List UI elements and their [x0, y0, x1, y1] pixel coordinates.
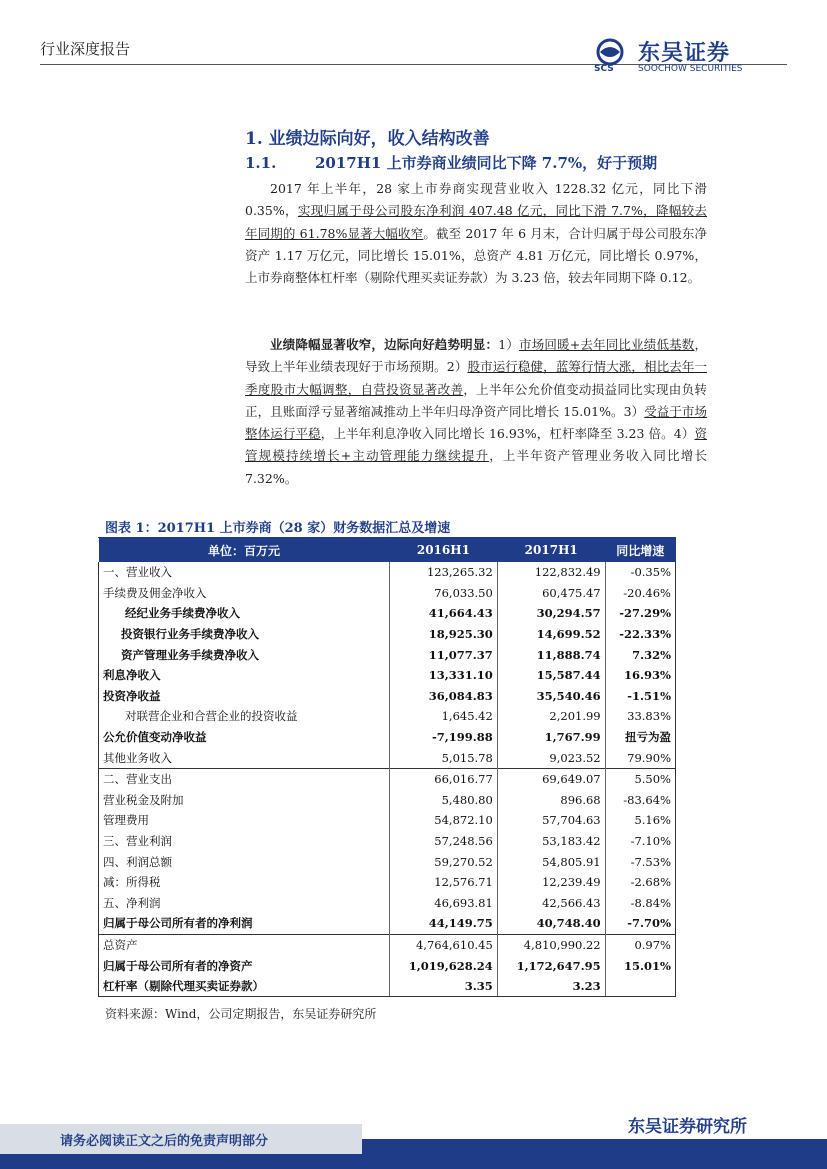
brand-name-en: SOOCHOW SECURITIES — [638, 64, 743, 74]
table-row — [99, 955, 676, 976]
cell-2017: 2,201.99 — [497, 706, 605, 727]
table-row — [99, 727, 676, 748]
subsection-title: 2017H1 上市券商业绩同比下降 7.7%，好于预期 — [315, 154, 658, 172]
header-2016h1: 2016H1 — [390, 538, 498, 562]
p2-underlined: 受益于市场整体运行平稳 — [245, 403, 707, 442]
cell-2016: 54,872.10 — [390, 810, 498, 831]
row-label: 资产管理业务手续费净收入 — [99, 644, 390, 665]
row-label: 手续费及佣金净收入 — [99, 583, 390, 604]
row-label: 对联营企业和合营企业的投资收益 — [99, 706, 390, 727]
cell-2017: 1,767.99 — [497, 727, 605, 748]
p2-text: 1） — [498, 337, 520, 352]
row-label: 归属于母公司所有者的净利润 — [99, 913, 390, 934]
disclaimer-text: 请务必阅读正文之后的免责声明部分 — [60, 1134, 269, 1149]
cell-2016: 1,645.42 — [390, 706, 498, 727]
company-logo — [592, 38, 792, 74]
cell-2017: 3.23 — [497, 976, 605, 997]
cell-2017: 896.68 — [497, 790, 605, 811]
brand-name: 东吴证券 — [638, 41, 731, 66]
table-row — [99, 934, 676, 955]
cell-2016: 12,576.71 — [390, 872, 498, 893]
header-unit: 单位：百万元 — [99, 538, 390, 562]
financial-table — [98, 538, 676, 997]
cell-growth: 16.93% — [605, 665, 675, 686]
table-row — [99, 810, 676, 831]
cell-2017: 54,805.91 — [497, 851, 605, 872]
row-label: 利息净收入 — [99, 665, 390, 686]
table-row — [99, 644, 676, 665]
p2-text: ，导致上半年业绩表现好于市场预期。2） — [245, 337, 707, 375]
p2-underlined: 市场回暖+去年同比业绩低基数 — [519, 337, 695, 352]
cell-growth: 15.01% — [605, 955, 675, 976]
row-label: 公允价值变动净收益 — [99, 727, 390, 748]
table-row — [99, 624, 676, 645]
logo-abbr: SCS — [594, 64, 614, 72]
cell-growth: -2.68% — [605, 872, 675, 893]
cell-growth: -27.29% — [605, 603, 675, 624]
report-type-label: 行业深度报告 — [40, 40, 131, 58]
row-label: 一、营业收入 — [99, 562, 390, 583]
header-2017h1: 2017H1 — [497, 538, 605, 562]
cell-growth: 79.90% — [605, 747, 675, 768]
subsection-number: 1.1. — [245, 154, 277, 172]
cell-growth: -22.33% — [605, 624, 675, 645]
cell-2017: 57,704.63 — [497, 810, 605, 831]
table-header-row — [99, 538, 676, 562]
paragraph-performance — [245, 178, 707, 289]
cell-2017: 30,294.57 — [497, 603, 605, 624]
table-row — [99, 976, 676, 997]
cell-2016: 59,270.52 — [390, 851, 498, 872]
header-growth: 同比增速 — [605, 538, 675, 562]
p2-text: ，上半年公允价值变动损益同比实现由负转正，且账面浮亏显著缩减推动上半年归母净资产同比增长 15.01%。3） — [245, 381, 707, 419]
p1-underlined: 实现归属于母公司股东净利润 407.48 亿元，同比下滑 7.7%，降幅较去年同期的 61.78%显著大幅收窄 — [245, 203, 707, 241]
row-label: 四、利润总额 — [99, 851, 390, 872]
cell-2016: 66,016.77 — [390, 768, 498, 789]
cell-2016: 13,331.10 — [390, 665, 498, 686]
cell-growth: 33.83% — [605, 706, 675, 727]
cell-2017: 53,183.42 — [497, 831, 605, 852]
cell-growth — [605, 976, 675, 997]
table-row — [99, 831, 676, 852]
cell-growth: 0.97% — [605, 934, 675, 955]
logo-emblem-icon — [592, 38, 634, 72]
table-row — [99, 603, 676, 624]
row-label: 二、营业支出 — [99, 768, 390, 789]
row-label: 投资银行业务手续费净收入 — [99, 624, 390, 645]
cell-2016: 46,693.81 — [390, 893, 498, 914]
cell-2017: 11,888.74 — [497, 644, 605, 665]
table-row — [99, 706, 676, 727]
cell-2016: 11,077.37 — [390, 644, 498, 665]
cell-growth: 扭亏为盈 — [605, 727, 675, 748]
table-row — [99, 790, 676, 811]
p2-underlined: 股市运行稳健，蓝筹行情大涨，相比去年一季度股市大幅调整，自营投资显著改善 — [245, 359, 707, 397]
row-label: 归属于母公司所有者的净资产 — [99, 955, 390, 976]
cell-2017: 15,587.44 — [497, 665, 605, 686]
row-label: 其他业务收入 — [99, 747, 390, 768]
table-row — [99, 747, 676, 768]
cell-2017: 35,540.46 — [497, 686, 605, 707]
cell-growth: 5.16% — [605, 810, 675, 831]
p1-sentence-1: 2017 年上半年，28 家上市券商实现营业收入 1228.32 亿元，同比下滑 0.35%， — [245, 181, 707, 219]
table-row — [99, 851, 676, 872]
row-label: 营业税金及附加 — [99, 790, 390, 811]
cell-2016: 5,480.80 — [390, 790, 498, 811]
cell-growth: 7.32% — [605, 644, 675, 665]
cell-2016: 36,084.83 — [390, 686, 498, 707]
row-label: 五、净利润 — [99, 893, 390, 914]
cell-growth: -20.46% — [605, 583, 675, 604]
cell-2017: 42,566.43 — [497, 893, 605, 914]
p2-text: ，上半年利息净收入同比增长 16.93%，杠杆率降至 3.23 倍。4） — [320, 426, 695, 442]
cell-growth: -1.51% — [605, 686, 675, 707]
cell-2016: 4,764,610.45 — [390, 934, 498, 955]
table-row — [99, 686, 676, 707]
table-row — [99, 893, 676, 914]
cell-growth: -7.70% — [605, 913, 675, 934]
paragraph-drivers — [245, 334, 707, 490]
cell-growth: -7.10% — [605, 831, 675, 852]
cell-2017: 69,649.07 — [497, 768, 605, 789]
cell-2016: 57,248.56 — [390, 831, 498, 852]
table-row — [99, 665, 676, 686]
table-row — [99, 768, 676, 789]
row-label: 总资产 — [99, 934, 390, 955]
row-label: 管理费用 — [99, 810, 390, 831]
cell-2017: 1,172,647.95 — [497, 955, 605, 976]
cell-2017: 60,475.47 — [497, 583, 605, 604]
cell-2017: 122,832.49 — [497, 562, 605, 583]
p2-text: ，上半年资产管理业务收入同比增长 7.32%。 — [245, 448, 707, 486]
cell-2017: 40,748.40 — [497, 913, 605, 934]
table-row — [99, 583, 676, 604]
subsection-heading — [245, 152, 657, 173]
figure-source: 资料来源：Wind，公司定期报告，东吴证券研究所 — [105, 1007, 377, 1021]
cell-growth: -8.84% — [605, 893, 675, 914]
cell-2016: 76,033.50 — [390, 583, 498, 604]
p2-lead: 业绩降幅显著收窄，边际向好趋势明显： — [270, 337, 499, 352]
row-label: 经纪业务手续费净收入 — [99, 603, 390, 624]
cell-2017: 12,239.49 — [497, 872, 605, 893]
row-label: 杠杆率（剔除代理买卖证券款） — [99, 976, 390, 997]
row-label: 三、营业利润 — [99, 831, 390, 852]
cell-2016: -7,199.88 — [390, 727, 498, 748]
cell-2016: 18,925.30 — [390, 624, 498, 645]
table-row — [99, 913, 676, 934]
cell-2016: 123,265.32 — [390, 562, 498, 583]
row-label: 投资净收益 — [99, 686, 390, 707]
table-row — [99, 562, 676, 583]
cell-2017: 9,023.52 — [497, 747, 605, 768]
cell-2017: 4,810,990.22 — [497, 934, 605, 955]
p2-underlined: 资管规模持续增长+主动管理能力继续提升 — [245, 426, 707, 464]
figure-title: 图表 1：2017H1 上市券商（28 家）财务数据汇总及增速 — [105, 521, 451, 536]
cell-growth: -0.35% — [605, 562, 675, 583]
cell-growth: 5.50% — [605, 768, 675, 789]
cell-2016: 44,149.75 — [390, 913, 498, 934]
cell-growth: -83.64% — [605, 790, 675, 811]
cell-2016: 3.35 — [390, 976, 498, 997]
cell-2017: 14,699.52 — [497, 624, 605, 645]
row-label: 减：所得税 — [99, 872, 390, 893]
cell-growth: -7.53% — [605, 851, 675, 872]
p1-sentence-3: 。截至 2017 年 6 月末，合计归属于母公司股东净资产 1.17 万亿元，同比增长 15.01%，总资产 4.81 万亿元，同比增长 0.97%，上市券商整体杠杆率（剔除代理买卖证券款）为 3.23 倍，较去年同期下降 0.12。 — [245, 225, 707, 286]
cell-2016: 41,664.43 — [390, 603, 498, 624]
table-row — [99, 872, 676, 893]
footer-org: 东吴证券研究所 — [628, 1117, 747, 1137]
cell-2016: 1,019,628.24 — [390, 955, 498, 976]
section-heading: 1. 业绩边际向好，收入结构改善 — [245, 129, 490, 149]
cell-2016: 5,015.78 — [390, 747, 498, 768]
disclaimer-banner — [0, 1124, 362, 1154]
